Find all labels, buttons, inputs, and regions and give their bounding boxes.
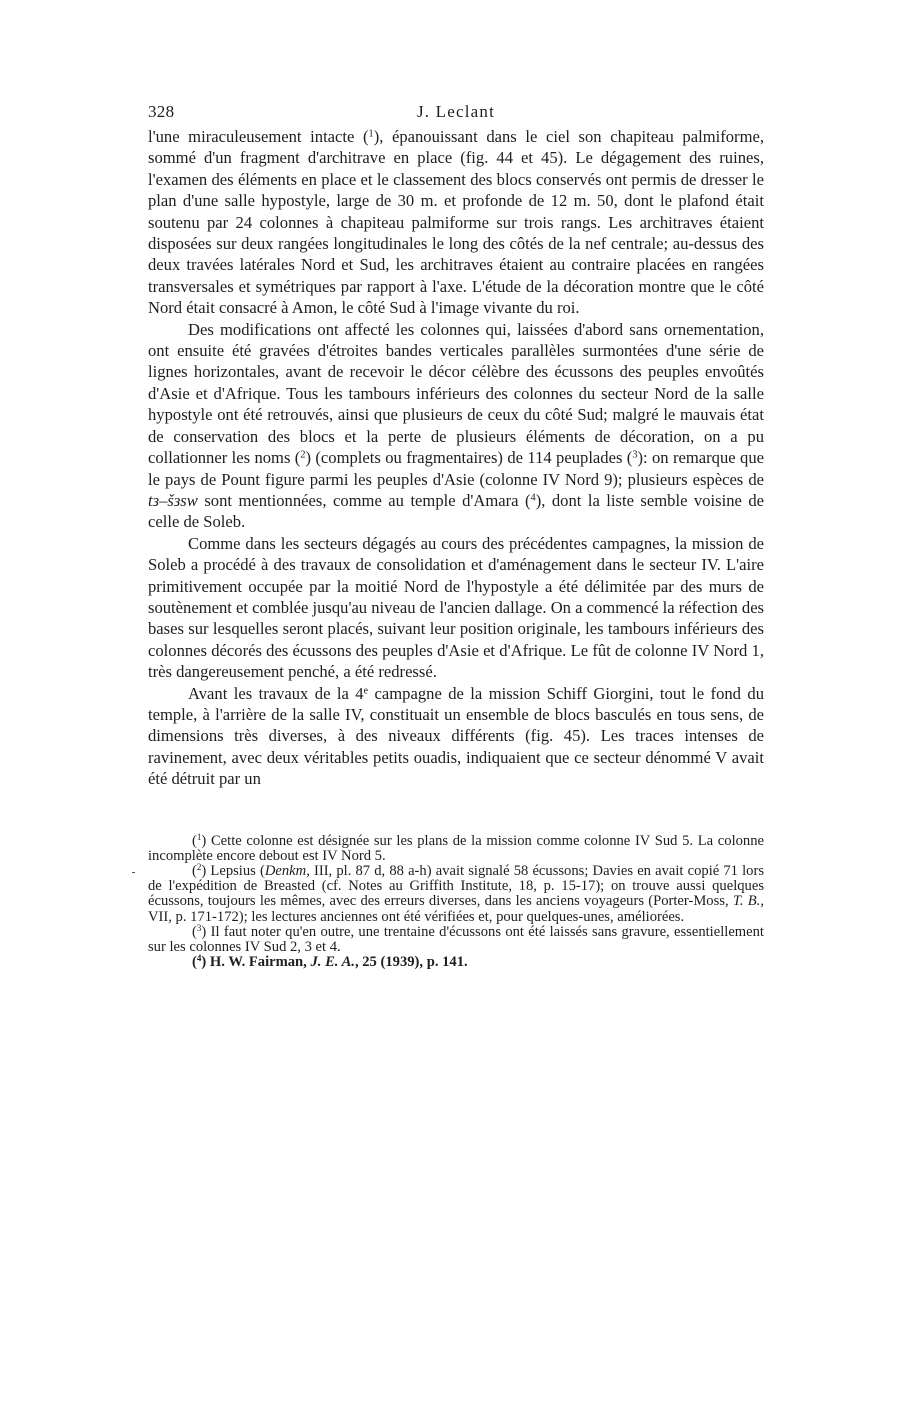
footnote-text: Cette colonne est désignée sur les plans de la mission comme colonne IV Sud 5. La colonne incomplète encore debout est IV Nord 5. [148,832,764,864]
footnote-mark: 1 [196,831,202,842]
footnote-mark: 3 [196,922,202,933]
footnote-ref: 1 [368,128,374,140]
text-run: ) (complets ou fragmentaires) de 114 peuplades ( [305,448,633,468]
footnote-italic: T. B. [732,893,761,910]
paragraph-1 [148,126,764,319]
text-run: campagne de la mission Schiff Giorgini, tout le fond du temple, à l'arrière de la salle IV, constituait un ensemble de blocs basculés en tous sens, de dimensions très diverses, à des niveaux différents (fig. 45). Les traces intenses de ravinement, avec deux véritables petits ouadis, indiquaient que ce secteur dénommé V avait été détruit par un [148,683,764,789]
footnotes [148,831,765,971]
transliteration: tз–šзsw [148,490,198,510]
footnote-ref: 3 [632,449,638,461]
text-run: ): on remarque que le pays de Pount figure parmi les peuples d'Asie (colonne IV Nord 9); plusieurs espèces de [148,448,764,489]
ordinal-suffix: e [363,684,369,696]
footnote-mark: 2 [196,862,202,873]
paragraph-4 [148,683,764,790]
footnote-ref: 4 [530,492,536,504]
text-run: ), épanouissant dans le ciel son chapiteau palmiforme, sommé d'un fragment d'architrave en place (fig. 44 et 45). Le dégagement des ruines, l'examen des éléments en place et le classement des blocs conservés ont permis de dresser le plan d'une salle hypostyle, large de 30 m. et profonde de 12 m. 50, dont le plafond était soutenu par 24 colonnes à chapiteau palmiforme sur trois rangs. Les architraves étaient disposées sur deux rangées longitudinales le long des côtés de la nef centrale; au-dessus des deux travées latérales Nord et Sud, les architraves étaient au contraire placées en rangées transversales et symétriques par rapport à l'axe. L'étude de la décoration montre que le côté Nord était consacré à Amon, le côté Sud à l'image vivante du roi. [148,127,764,318]
footnote-text: H. W. Fairman, [206,954,311,971]
footnote-3: ($^3$) Il faut noter qu'en outre, une trentaine d'écussons ont été laissés sans gravure, essentiellement sur les colonnes IV Sud 2, 3 et 4. [148,922,764,956]
footnote-text: , VII, p. 171-172); les lectures anciennes ont été vérifiées et, pour quelques-unes, améliorées. [148,893,764,925]
footnote-text: , III, pl. 87 d, 88 a-h) avait signalé 58 écussons; Davies en avait copié 71 lors de l'expédition de Breasted (cf. Notes au Griffith Institute, 18, p. 15-17); on trouve aussi quelques écussons, toujours les mêmes, avec des erreurs diverses, dans les anciens voyageurs (Porter-Moss, [148,863,765,910]
footnote-italic: J. E. A. [310,954,355,971]
text-run: Des modifications ont affecté les colonnes qui, laissées d'abord sans ornementation, ont ensuite été gravées d'étroites bandes verticales parallèles surmontées d'une série de lignes horizontales, avant de recevoir le décor célèbre des écussons des peuples envoûtés d'Asie et d'Afrique. Tous les tambours inférieurs des colonnes du secteur Nord de la salle hypostyle ont été retrouvés, ainsi que plusieurs de ceux du côté Sud; malgré le mauvais état de conservation des blocs et la perte de plusieurs éléments de décoration, on a pu collationner les noms ( [148,319,764,468]
stray-ink-mark [132,872,135,873]
footnote-text: , 25 (1939), p. 141. [354,954,468,971]
paragraph-2 [148,319,764,533]
footnote-text: Il faut noter qu'en outre, une trentaine d'écussons ont été laissés sans gravure, essentiellement sur les colonnes IV Sud 2, 3 et 4. [148,923,764,956]
body-text [148,126,764,790]
footnote-text: Lepsius ( [206,863,265,879]
footnote-italic: Denkm [264,863,307,879]
text-run: Avant les travaux de la 4 [188,683,364,703]
running-author: J. Leclant [416,102,496,121]
footnote-ref: 2 [300,449,306,461]
page-number: 328 [148,102,175,121]
footnote-mark: 4 [196,953,202,964]
paragraph-3: Comme dans les secteurs dégagés au cours des précédentes campagnes, la mission de Soleb a procédé à des travaux de consolidation et d'aménagement dans le secteur IV. L'aire primitivement occupée par la moitié Nord de l'hypostyle a été délimitée par des murs de soutènement et comblée jusqu'au niveau de l'ancien dallage. On a commencé la réfection des bases sur lesquelles seront placés, suivant leur position originale, les tambours inférieurs des colonnes décorés des écussons des peuples d'Asie et d'Afrique. Le fût de colonne IV Nord 1, très dangereusement penché, a été redressé. [148,533,765,682]
page [148,96,764,970]
running-head [148,96,764,126]
text-run: ), dont la liste semble voisine de celle de Soleb. [148,490,764,532]
text-run: l'une miraculeusement intacte ( [148,127,369,146]
text-run: sont mentionnées, comme au temple d'Amara ( [197,490,531,510]
footnote-2: ($^2$) Lepsius (Denkm, III, pl. 87 d, 88 a-h) avait signalé 58 écussons; Davies en avait copié 71 lors de l'expédition de Breasted (cf. Notes au Griffith Institute, 18, p. 15-17); on trouve aussi quelques écussons, toujours les mêmes, avec des erreurs diverses, dans les anciens voyageurs (Porter-Moss, T. B., VII, p. 171-172); les lectures anciennes ont été vérifiées et, pour quelques-unes, améliorées. [148,862,765,925]
footnote-4: ($^4$) H. W. Fairman, J. E. A., 25 (1939), p. 141. [192,953,468,971]
footnote-1: ($^1$) Cette colonne est désignée sur les plans de la mission comme colonne IV Sud 5. La colonne incomplète encore debout est IV Nord 5. [148,831,764,864]
